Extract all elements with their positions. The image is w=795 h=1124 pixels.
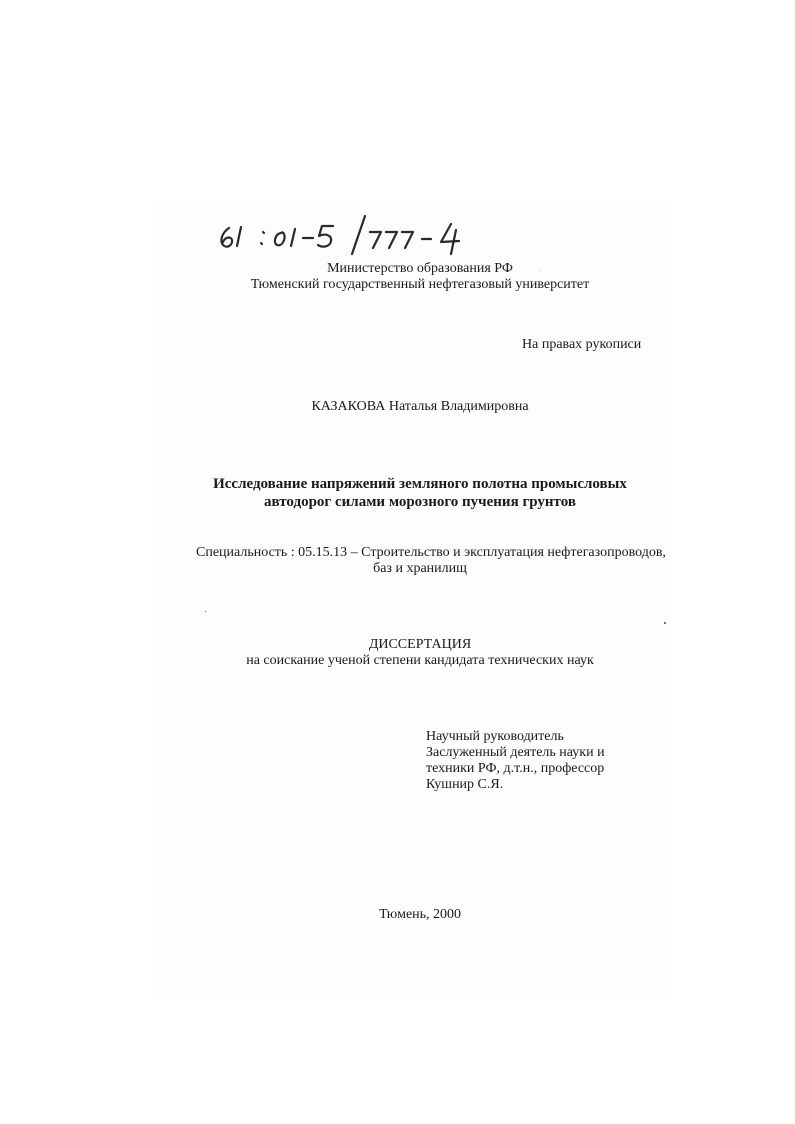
supervisor-title-2: техники РФ, д.т.н., профессор <box>426 761 605 776</box>
author-name: КАЗАКОВА Наталья Владимировна <box>311 399 529 414</box>
dissertation-title-line-1: Исследование напряжений земляного полотна промысловых <box>213 476 627 492</box>
scanned-sheet <box>152 200 670 1000</box>
supervisor-label: Научный руководитель <box>426 729 564 744</box>
document-type: ДИССЕРТАЦИЯ <box>368 637 472 652</box>
scan-speck <box>205 611 206 612</box>
supervisor-name: Кушнир С.Я. <box>426 777 504 792</box>
degree-description: на соискание ученой степени кандидата технических наук <box>246 653 594 668</box>
specialty-line-2: баз и хранилищ <box>373 561 467 576</box>
specialty-line-1: Специальность : 05.15.13 – Строительство и эксплуатация нефтегазопроводов, <box>196 545 666 560</box>
ministry-name: Министерство образования РФ <box>327 261 513 276</box>
manuscript-rights-note: На правах рукописи <box>522 337 642 352</box>
dissertation-title-line-2: автодорог силами морозного пучения грунтов <box>264 494 576 510</box>
university-name: Тюменский государственный нефтегазовый университет <box>250 277 590 292</box>
scan-speck <box>540 270 541 271</box>
city-and-year: Тюмень, 2000 <box>378 907 462 922</box>
scan-speck <box>664 622 666 624</box>
supervisor-title-1: Заслуженный деятель науки и <box>426 745 605 760</box>
handwritten-catalog-number <box>215 212 477 256</box>
